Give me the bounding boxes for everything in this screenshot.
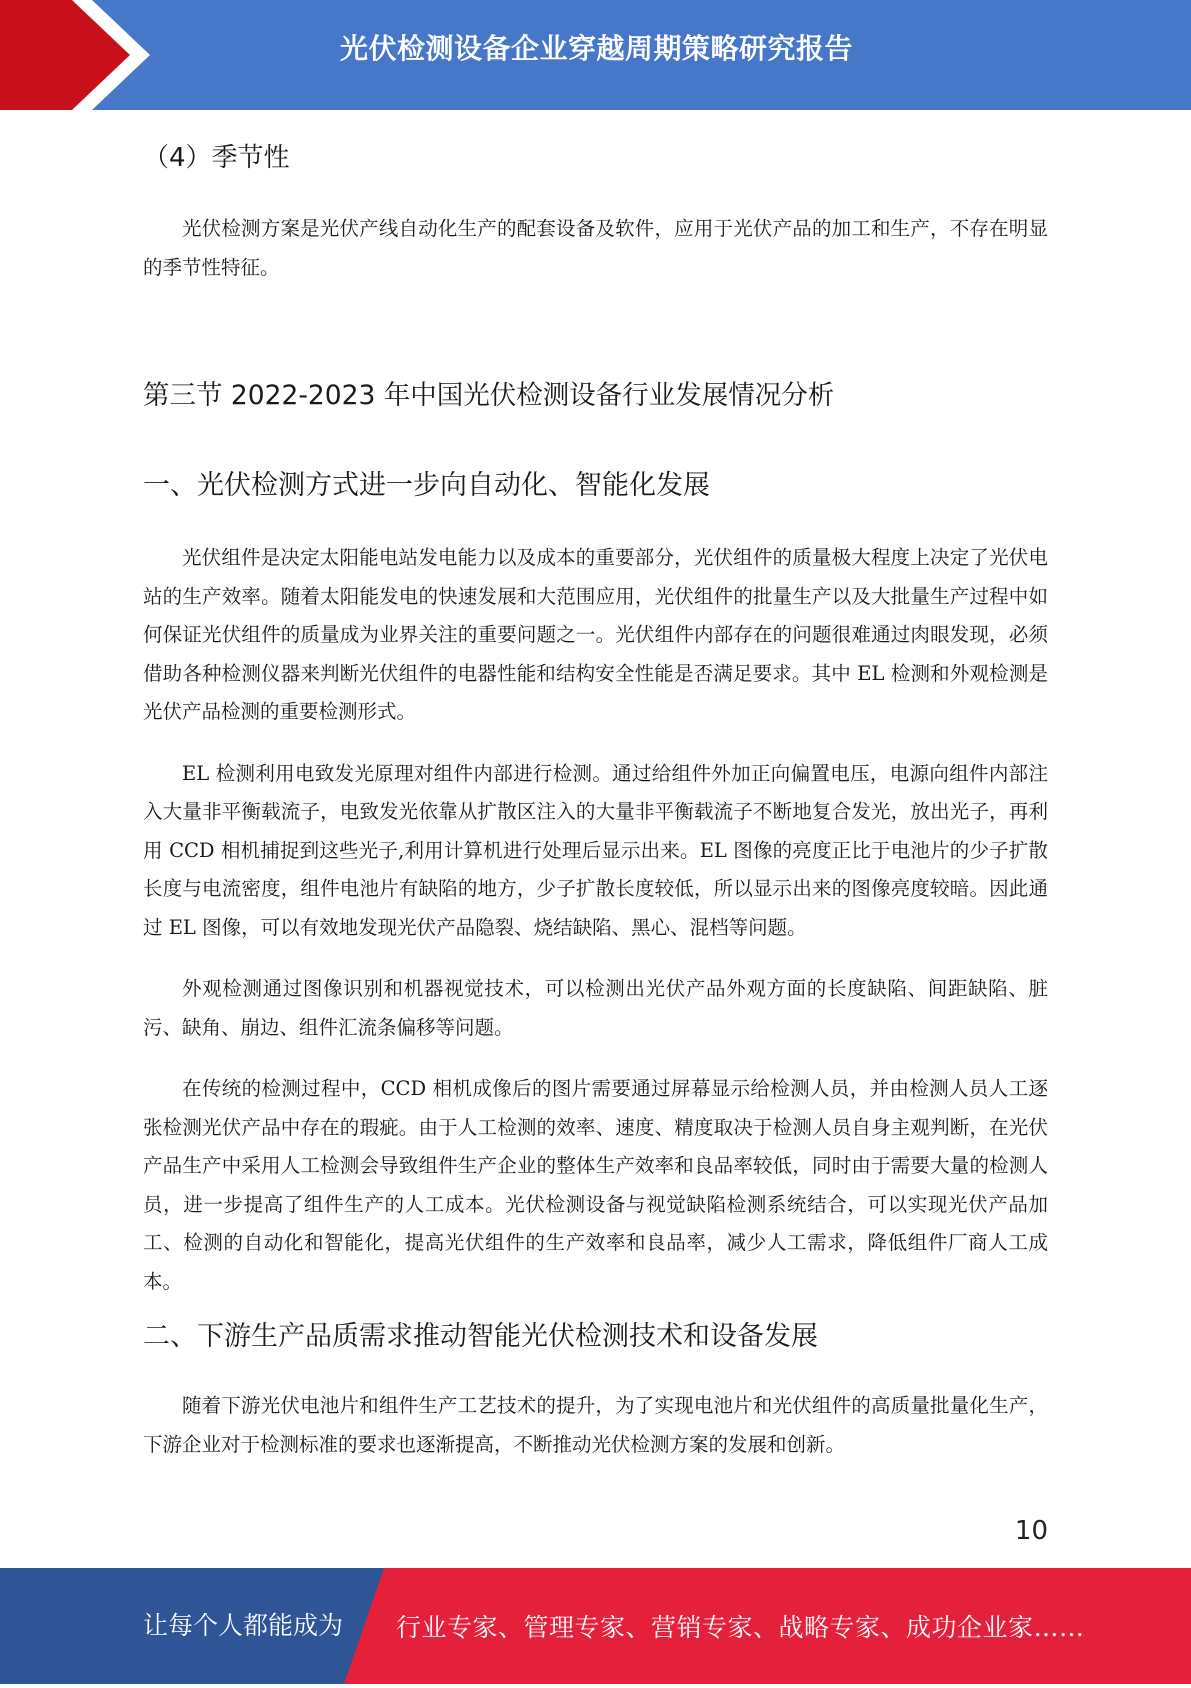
body-paragraph: 光伏组件是决定太阳能电站发电能力以及成本的重要部分，光伏组件的质量极大程度上决定了光伏电站的生产效率。随着太阳能发电的快速发展和大范围应用，光伏组件的批量生产以及大批量生产过程中如何保证光伏组件的质量成为业界关注的重要问题之一。光伏组件内部存在的问题很难通过肉眼发现，必须借助各种检测仪器来判断光伏组件的电器性能和结构安全性能是否满足要求。其中 EL 检测和外观检测是光伏产品检测的重要检测形式。 [143, 546, 1048, 723]
report-title: 光伏检测设备企业穿越周期策略研究报告 [339, 32, 853, 65]
seasonality-paragraph: 光伏检测方案是光伏产线自动化生产的配套设备及软件，应用于光伏产品的加工和生产，不存在明显的季节性特征。 [143, 217, 1048, 279]
part1-heading: 一、光伏检测方式进一步向自动化、智能化发展 [143, 470, 710, 501]
body-paragraph: 外观检测通过图像识别和机器视觉技术，可以检测出光伏产品外观方面的长度缺陷、间距缺陷、脏污、缺角、崩边、组件汇流条偏移等问题。 [143, 977, 1048, 1039]
body-paragraph: 在传统的检测过程中，CCD 相机成像后的图片需要通过屏幕显示给检测人员，并由检测人员人工逐张检测光伏产品中存在的瑕疵。由于人工检测的效率、速度、精度取决于检测人员自身主观判断，在光伏产品生产中采用人工检测会导致组件生产企业的整体生产效率和良品率较低，同时由于需要大量的检测人员，进一步提高了组件生产的人工成本。光伏检测设备与视觉缺陷检测系统结合，可以实现光伏产品加工、检测的自动化和智能化，提高光伏组件的生产效率和良品率，减少人工需求，降低组件厂商人工成本。 [143, 1077, 1048, 1293]
footer-slogan-left: 让每个人都能成为 [143, 1611, 344, 1640]
page-header [0, 0, 1191, 110]
main-content [143, 118, 1048, 1464]
body-paragraph: EL 检测利用电致发光原理对组件内部进行检测。通过给组件外加正向偏置电压，电源向组件内部注入大量非平衡载流子，电致发光依靠从扩散区注入的大量非平衡载流子不断地复合发光，放出光子，再利用 CCD 相机捕捉到这些光子,利用计算机进行处理后显示出来。EL 图像的亮度正比于电池片的少子扩散长度与电流密度，组件电池片有缺陷的地方，少子扩散长度较低，所以显示出来的图像亮度较暗。因此通过 EL 图像，可以有效地发现光伏产品隐裂、烧结缺陷、黑心、混档等问题。 [143, 761, 1048, 939]
part2-heading: 二、下游生产品质需求推动智能光伏检测技术和设备发展 [143, 1321, 818, 1352]
section-title: 第三节 2022-2023 年中国光伏检测设备行业发展情况分析 [143, 380, 835, 411]
body-paragraph: 随着下游光伏电池片和组件生产工艺技术的提升，为了实现电池片和光伏组件的高质量批量化生产，下游企业对于检测标准的要求也逐渐提高，不断推动光伏检测方案的发展和创新。 [143, 1394, 1048, 1456]
page-footer [0, 1568, 1191, 1684]
footer-slogan-right: 行业专家、管理专家、营销专家、战略专家、成功企业家…… [396, 1613, 1085, 1642]
seasonality-heading: （4）季节性 [143, 143, 290, 173]
page-number: 10 [1014, 1516, 1048, 1546]
